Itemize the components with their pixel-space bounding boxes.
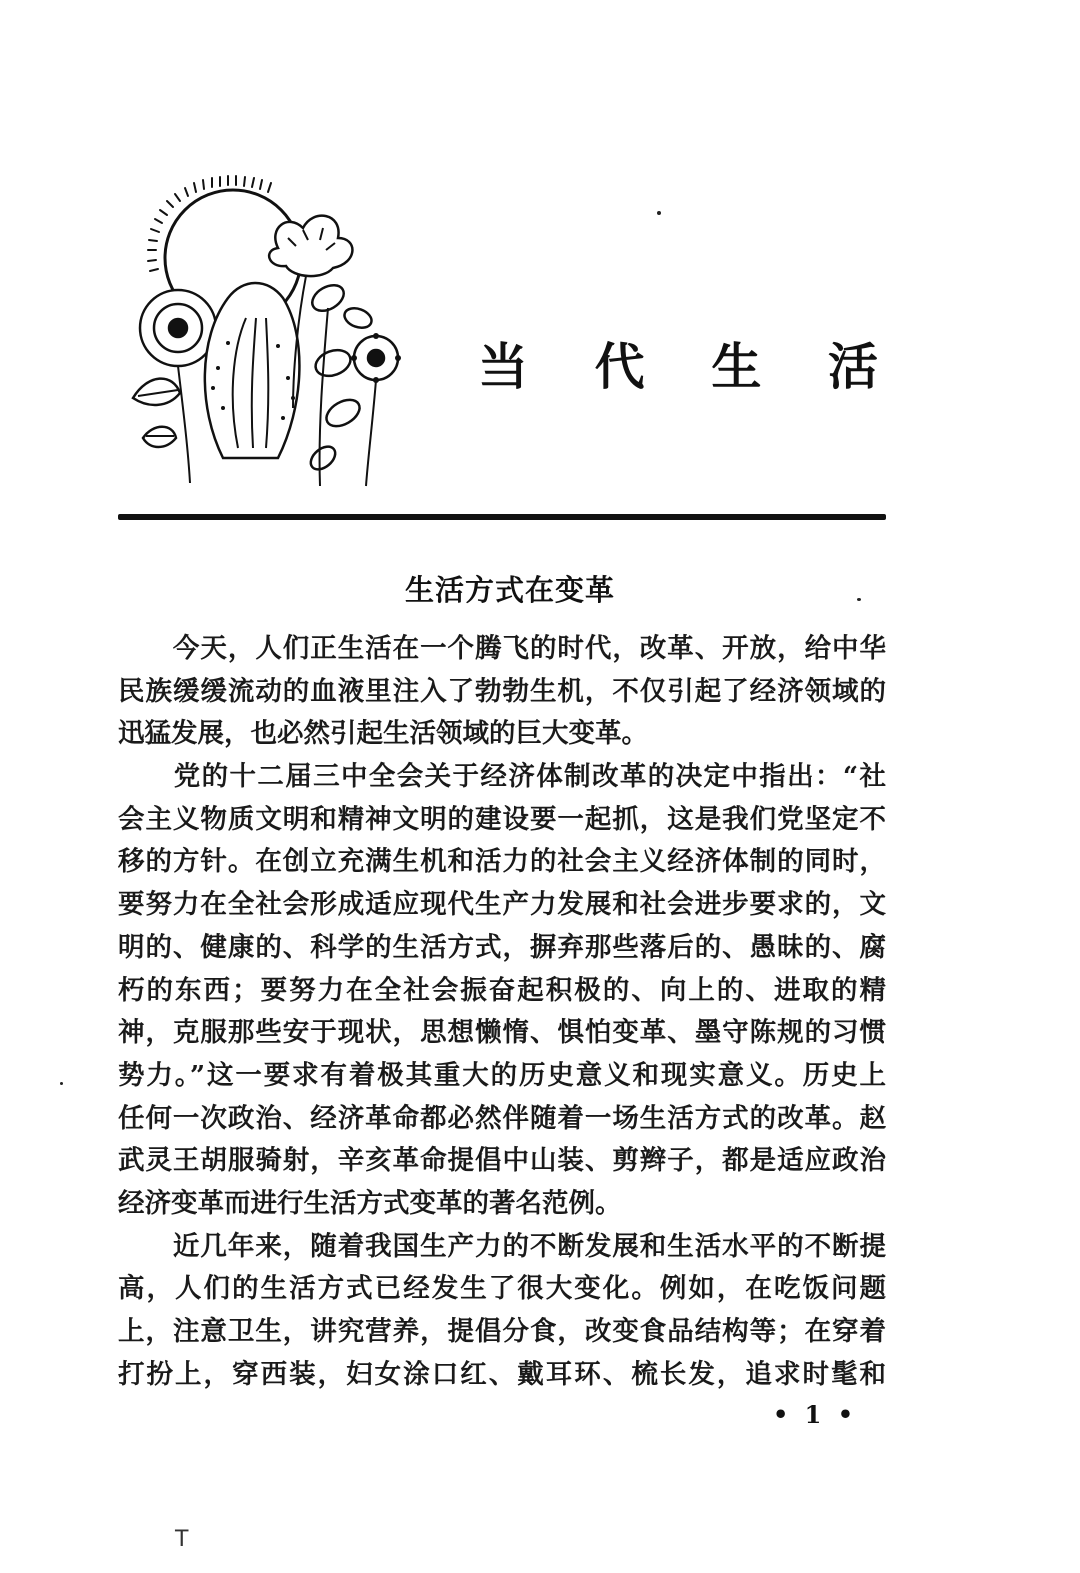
paragraph — [118, 756, 886, 1226]
text-line: 打扮上，穿西装，妇女涂口红、戴耳环、梳长发，追求时髦和 — [118, 1358, 886, 1390]
body-text — [118, 628, 886, 1396]
text-line: 今天，人们正生活在一个腾飞的时代，改革、开放，给中华 — [118, 633, 886, 664]
chapter-title — [478, 328, 878, 398]
chapter-title-char: 活 — [827, 337, 878, 396]
chapter-title-char: 代 — [594, 337, 645, 396]
text-line: 党的十二届三中全会关于经济体制改革的决定中指出：“社 — [118, 761, 886, 793]
text-line: 民族缓缓流动的血液里注入了勃勃生机，不仅引起了经济领域的 — [118, 675, 886, 707]
text-line: 要努力在全社会形成适应现代生产力发展和社会进步要求的，文 — [118, 889, 886, 921]
text-line: 近几年来，随着我国生产力的不断发展和生活水平的不断提 — [118, 1230, 886, 1262]
text-line: 势力。”这一要求有着极其重大的历史意义和现实意义。历史上 — [118, 1059, 886, 1091]
text-line: 神，克服那些安于现状，思想懒惰、惧怕变革、墨守陈规的习惯 — [118, 1017, 886, 1049]
paragraph — [118, 628, 886, 756]
text-line: 上，注意卫生，讲究营养，提倡分食，改变食品结构等；在穿着 — [118, 1316, 886, 1347]
text-line: 迅猛发展，也必然引起生活领域的巨大变革。 — [118, 718, 648, 750]
text-line: 经济变革而进行生活方式变革的著名范例。 — [118, 1187, 622, 1219]
text-line: 武灵王胡服骑射，辛亥革命提倡中山装、剪辫子，都是适应政治 — [118, 1145, 886, 1177]
scan-speck — [657, 211, 661, 215]
corner-mark: T — [175, 1527, 189, 1552]
scan-speck — [857, 598, 861, 601]
chapter-title-char: 生 — [711, 337, 762, 396]
chapter-title-char: 当 — [478, 337, 528, 396]
text-line: 高，人们的生活方式已经发生了很大变化。例如，在吃饭问题 — [118, 1273, 886, 1305]
flower-sun-illustration — [128, 168, 403, 490]
scan-speck — [60, 1082, 63, 1085]
text-line: 朽的东西；要努力在全社会振奋起积极的、向上的、进取的精 — [118, 974, 886, 1006]
text-line: 明的、健康的、科学的生活方式，摒弃那些落后的、愚昧的、腐 — [118, 931, 886, 963]
section-heading: 生活方式在变革 — [404, 573, 615, 607]
page-number: • 1 • — [772, 1400, 858, 1429]
paragraph — [118, 1226, 886, 1397]
text-line: 会主义物质文明和精神文明的建设要一起抓，这是我们党坚定不 — [118, 803, 886, 835]
chapter-divider — [118, 514, 886, 520]
text-line: 移的方针。在创立充满生机和活力的社会主义经济体制的同时， — [118, 846, 886, 878]
text-line: 任何一次政治、经济革命都必然伴随着一场生活方式的改革。赵 — [118, 1102, 886, 1134]
